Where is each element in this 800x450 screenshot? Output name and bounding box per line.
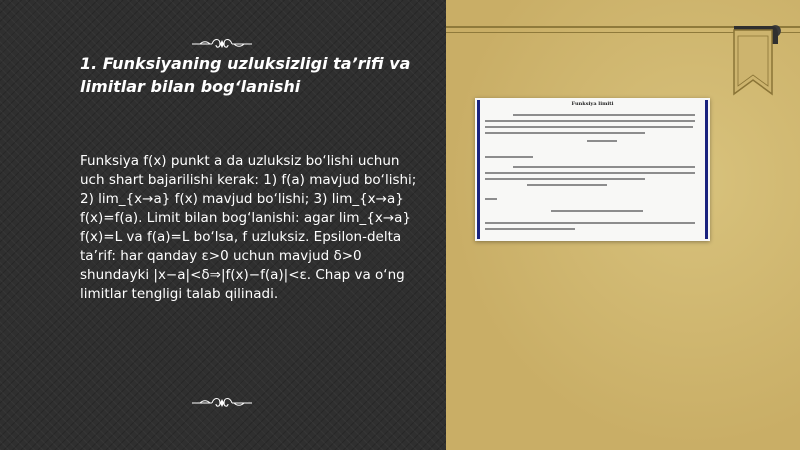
slide-body-text: Funksiya f(x) punkt a da uzluksiz bo‘lishi uchun uch shart bajarilishi kerak: 1) f(a) mavjud bo‘lishi; 2) lim_{x→a} f(x) mavjud bo‘lishi; 3) lim_{x→a} f(x)=f(a). Limit bilan bog‘lanishi: agar lim_{x→a} f(x)=L va f(a)=L bo‘lsa, f uzluksiz. Epsilon-delta ta’rif: har qanday ε>0 uchun mavjud δ>0 shundayki |x−a|<δ⇒|f(x)−f(a)|<ε. Chap va o‘ng limitlar tengligi talab qilinadi. <box>80 153 417 302</box>
document-text-line <box>513 166 695 168</box>
embedded-document-image <box>475 98 710 241</box>
document-text-line <box>485 132 645 134</box>
document-formula-line <box>551 210 643 212</box>
document-formula-line <box>587 140 617 142</box>
document-text-line <box>485 120 695 122</box>
document-border-left <box>477 100 480 239</box>
document-text-line <box>485 198 497 200</box>
document-text-line <box>485 228 575 230</box>
document-border-right <box>705 100 708 239</box>
slide-title: 1. Funksiyaning uzluksizligi ta’rifi va limitlar bilan bog‘lanishi <box>80 54 411 96</box>
document-text-line <box>485 222 695 224</box>
document-heading: Funksiya limiti <box>571 101 614 107</box>
document-formula-line <box>527 184 607 186</box>
document-text-line <box>485 126 693 128</box>
document-text-line <box>485 178 645 180</box>
document-text-line <box>485 156 533 158</box>
bookmark-ribbon-icon <box>728 14 784 104</box>
document-text-line <box>513 114 695 116</box>
document-text-line <box>485 172 695 174</box>
ornament-bottom-icon <box>190 395 254 411</box>
ornament-top-icon <box>190 36 254 52</box>
